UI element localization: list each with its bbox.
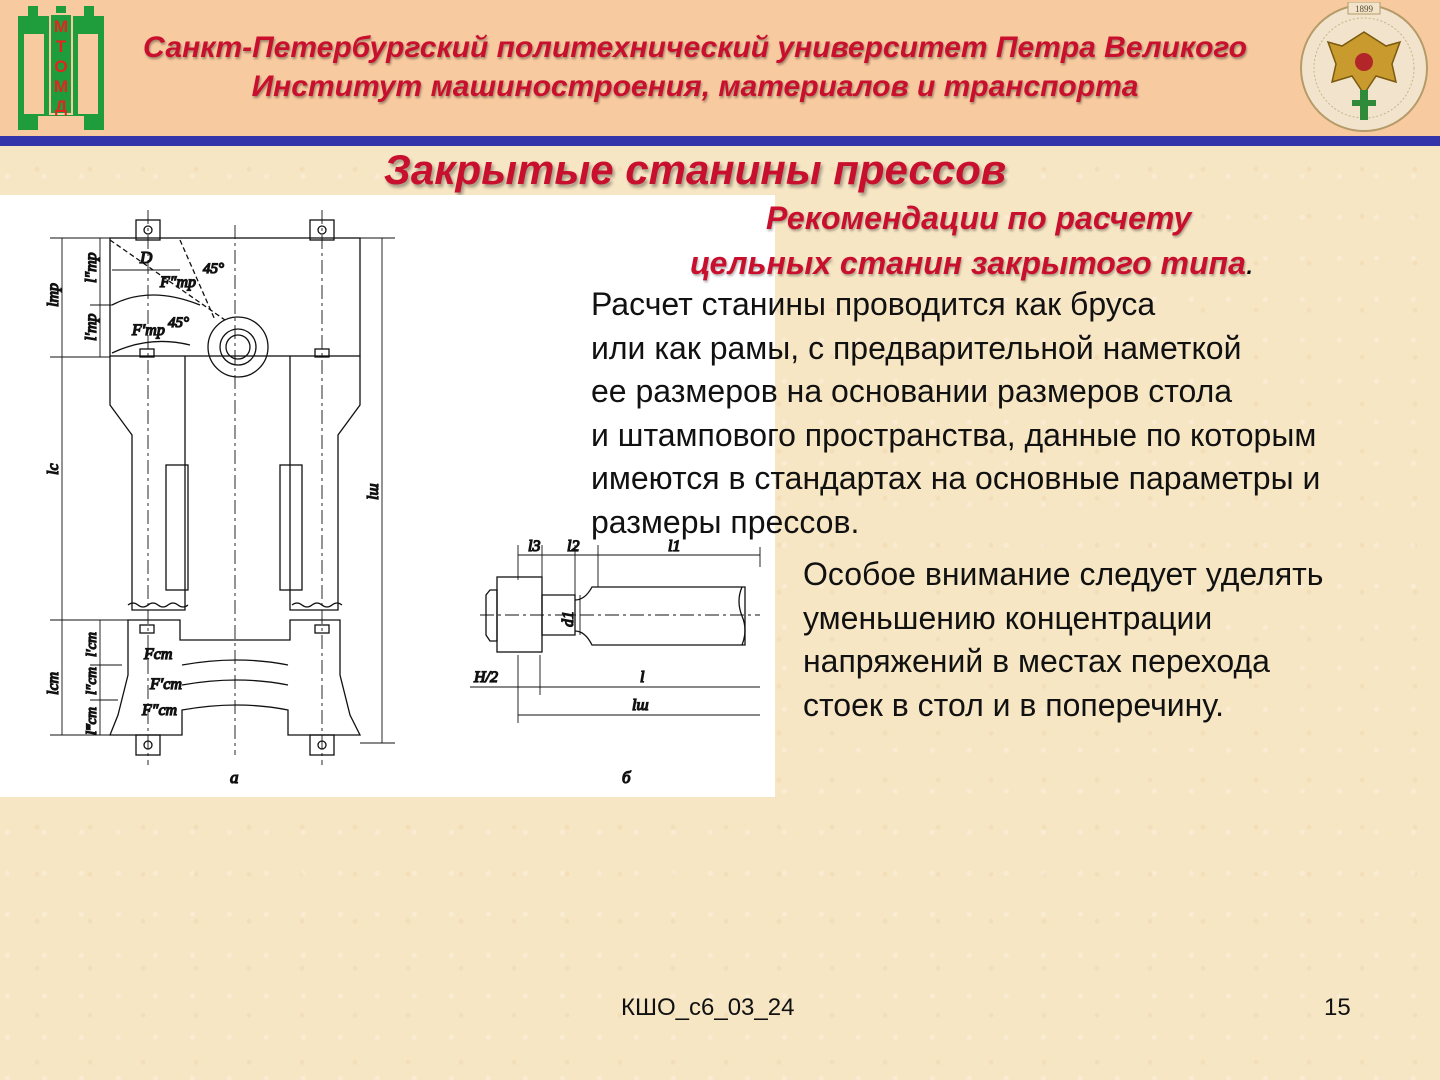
university-name: Санкт-Петербургский политехнический университет Петра Великого	[143, 31, 1247, 64]
label-l: l	[640, 669, 645, 686]
left-upright	[110, 356, 185, 610]
university-emblem	[1296, 2, 1432, 134]
label-angle-mid: 45°	[168, 315, 189, 331]
caption-a: а	[230, 768, 239, 787]
page-number: 15	[1324, 994, 1351, 1021]
paragraph-line: уменьшению концентрации	[803, 599, 1213, 636]
emblem-year: 1899	[1355, 4, 1373, 14]
label-ltr: lтр	[45, 283, 62, 307]
subtitle-line-1: Рекомендации по расчету	[766, 200, 1192, 236]
paragraph-line: или как рамы, с предварительной наметкой	[591, 329, 1242, 366]
svg-text:Д: Д	[54, 97, 68, 116]
label-Fst: Fст	[144, 646, 173, 663]
paragraph-line: и штампового пространства, данные по которым	[591, 416, 1317, 453]
label-Fst1: F′ст	[150, 676, 182, 693]
label-lst3: l‴ст	[84, 707, 100, 735]
label-ltr1: l′тр	[83, 313, 100, 341]
tie-rod-detail	[470, 538, 760, 787]
label-lst2: l″ст	[84, 667, 100, 695]
paragraph-line: напряжений в местах перехода	[803, 643, 1270, 679]
label-l3: l3	[528, 538, 541, 555]
label-l2: l2	[567, 538, 580, 555]
paragraph-stress	[803, 553, 1323, 727]
paragraph-line: Особое внимание следует уделять	[803, 556, 1324, 592]
institute-logo	[18, 6, 104, 130]
label-ltr2: l″тр	[83, 252, 100, 283]
label-lsh-b: lш	[632, 697, 649, 714]
label-lc: lс	[45, 463, 62, 475]
svg-text:Т: Т	[55, 37, 67, 56]
svg-text:О: О	[54, 57, 68, 76]
label-Fst2: F″ст	[142, 702, 178, 719]
label-l1: l1	[668, 538, 681, 555]
subtitle-line-2: цельных станин закрытого типа.	[690, 245, 1255, 281]
paragraph-line: Расчет станины проводится как бруса	[591, 286, 1156, 322]
label-lsh: lш	[365, 483, 382, 500]
label-d1: d1	[560, 611, 577, 627]
paragraph-line: имеются в стандартах на основные параметры и	[591, 460, 1321, 496]
label-Ftr2: F″тр	[160, 274, 196, 291]
slide-title: Закрытые станины прессов	[383, 146, 1007, 193]
right-upright	[290, 356, 360, 610]
label-angle-top: 45°	[203, 261, 224, 277]
slide-code: КШО_с6_03_24	[621, 994, 795, 1021]
label-lst1: l′ст	[84, 632, 100, 657]
header-rule	[0, 136, 1440, 146]
paragraph-calculation	[591, 283, 1320, 544]
label-Ftr1: F′тр	[132, 322, 165, 339]
institute-name: Институт машиностроения, материалов и транспорта	[251, 70, 1139, 103]
caption-b: б	[622, 768, 631, 787]
paragraph-line: стоек в стол и в поперечину.	[803, 686, 1224, 723]
label-lst: lст	[45, 671, 62, 695]
paragraph-line: размеры прессов.	[591, 503, 860, 540]
label-D: D	[140, 248, 153, 267]
logo-letter: М	[53, 17, 69, 36]
header-band	[0, 0, 1440, 136]
svg-text:М: М	[53, 77, 69, 96]
paragraph-line: ее размеров на основании размеров стола	[591, 373, 1233, 409]
label-H2: H/2	[474, 669, 498, 686]
